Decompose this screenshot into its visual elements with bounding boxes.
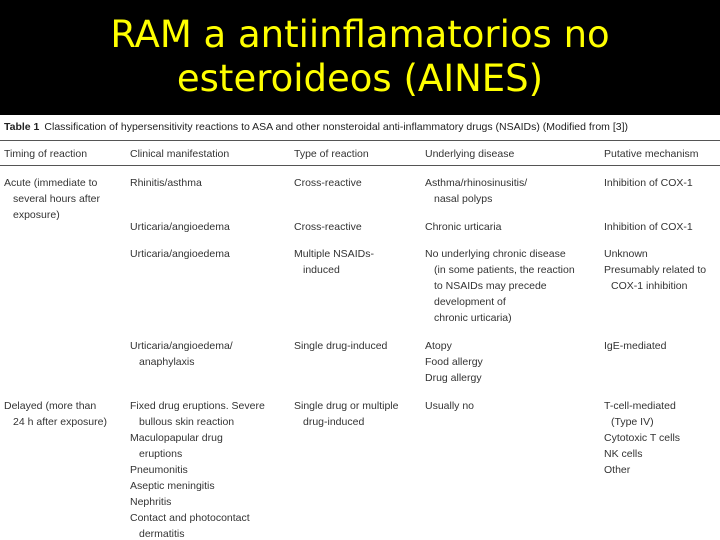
table-cell-mechanism [604, 219, 693, 235]
table-cell-line: Nephritis [130, 496, 172, 508]
table-caption [4, 121, 628, 133]
table-cell-line: Cytotoxic T cells [604, 432, 681, 444]
table-cell-type [294, 219, 362, 235]
table-cell-line: Contact and photocontact [130, 512, 250, 524]
table-cell-line: Drug allergy [425, 372, 482, 384]
table-cell-line: (in some patients, the reaction [434, 264, 575, 276]
table-cell-type [294, 398, 398, 430]
table-cell-line: to NSAIDs may precede [434, 280, 547, 292]
table-cell-line: Single drug-induced [294, 340, 388, 352]
table-cell-line: Delayed (more than [4, 400, 97, 412]
slide-title [0, 0, 720, 115]
table-cell-line: Rhinitis/asthma [130, 177, 202, 189]
table-cell-line: Asthma/rhinosinusitis/ [425, 177, 528, 189]
table-cell-clinical [130, 175, 202, 191]
column-header-clinical: Clinical manifestation [130, 148, 230, 160]
table-cell-mechanism [604, 398, 680, 478]
table-cell-line: Unknown [604, 248, 648, 260]
table-cell-line: Cross-reactive [294, 221, 362, 233]
table-cell-line: Fixed drug eruptions. Severe [130, 400, 265, 412]
table-cell-line: dermatitis [139, 528, 185, 540]
slide-title-line-1: RAM a antiinflamatorios no [110, 13, 610, 56]
table-cell-line: chronic urticaria) [434, 312, 512, 324]
table-cell-line: Aseptic meningitis [130, 480, 215, 492]
table-cell-disease [425, 398, 474, 414]
table-cell-timing [4, 398, 107, 430]
table-cell-disease [425, 338, 483, 386]
table-cell-line: Maculopapular drug [130, 432, 223, 444]
table-cell-line: drug-induced [303, 416, 365, 428]
table-cell-timing [4, 175, 100, 223]
table-cell-line: T-cell-mediated [604, 400, 676, 412]
table-cell-clinical [130, 398, 265, 540]
table-cell-clinical [130, 219, 230, 235]
table-cell-line: induced [303, 264, 340, 276]
table-cell-type [294, 246, 374, 278]
header-bottom-rule [0, 165, 720, 166]
table-top-rule [0, 140, 720, 141]
table-cell-line: nasal polyps [434, 193, 493, 205]
table-cell-line: Chronic urticaria [425, 221, 502, 233]
table-cell-clinical [130, 338, 233, 370]
table-cell-line: IgE-mediated [604, 340, 667, 352]
table-cell-type [294, 175, 362, 191]
table-cell-mechanism [604, 246, 706, 294]
column-header-type: Type of reaction [294, 148, 369, 160]
table-cell-line: NK cells [604, 448, 643, 460]
table-caption-label: Table 1 [4, 121, 40, 133]
table-cell-line: several hours after [13, 193, 100, 205]
table-caption-text: Classification of hypersensitivity reactions to ASA and other nonsteroidal anti-inflammatory drugs (NSAIDs) (Modified from [3]) [44, 121, 628, 133]
table-cell-line: COX-1 inhibition [611, 280, 688, 292]
table-cell-line: Presumably related to [604, 264, 707, 276]
table-cell-line: Urticaria/angioedema/ [130, 340, 233, 352]
table-cell-line: Other [604, 464, 631, 476]
table-cell-mechanism [604, 338, 666, 354]
table-cell-line: Urticaria/angioedema [130, 248, 230, 260]
table-cell-disease [425, 219, 501, 235]
table-cell-clinical [130, 246, 230, 262]
table-cell-line: Inhibition of COX-1 [604, 177, 693, 189]
table-cell-line: Acute (immediate to [4, 177, 98, 189]
table-cell-disease [425, 175, 527, 207]
table-cell-line: Pneumonitis [130, 464, 188, 476]
table-cell-line: Usually no [425, 400, 475, 412]
table-cell-line: Food allergy [425, 356, 483, 368]
column-header-mechanism: Putative mechanism [604, 148, 699, 160]
table-cell-line: anaphylaxis [139, 356, 195, 368]
table-cell-line: Multiple NSAIDs- [294, 248, 374, 260]
table-cell-type [294, 338, 387, 354]
table-cell-line: Atopy [425, 340, 452, 352]
table-cell-line: bullous skin reaction [139, 416, 235, 428]
table-cell-line: Cross-reactive [294, 177, 362, 189]
table-cell-line: (Type IV) [611, 416, 654, 428]
table-cell-line: development of [434, 296, 506, 308]
table-cell-line: Urticaria/angioedema [130, 221, 230, 233]
table-cell-line: eruptions [139, 448, 183, 460]
table-cell-line: 24 h after exposure) [13, 416, 107, 428]
table-cell-mechanism [604, 175, 693, 191]
column-header-timing: Timing of reaction [4, 148, 88, 160]
table-cell-line: Single drug or multiple [294, 400, 399, 412]
table-cell-line: No underlying chronic disease [425, 248, 566, 260]
table-cell-line: exposure) [13, 209, 60, 221]
slide-title-line-2: esteroideos (AINES) [176, 57, 544, 100]
table-image [0, 115, 720, 540]
table-cell-disease [425, 246, 575, 326]
table-cell-line: Inhibition of COX-1 [604, 221, 693, 233]
column-header-disease: Underlying disease [425, 148, 515, 160]
